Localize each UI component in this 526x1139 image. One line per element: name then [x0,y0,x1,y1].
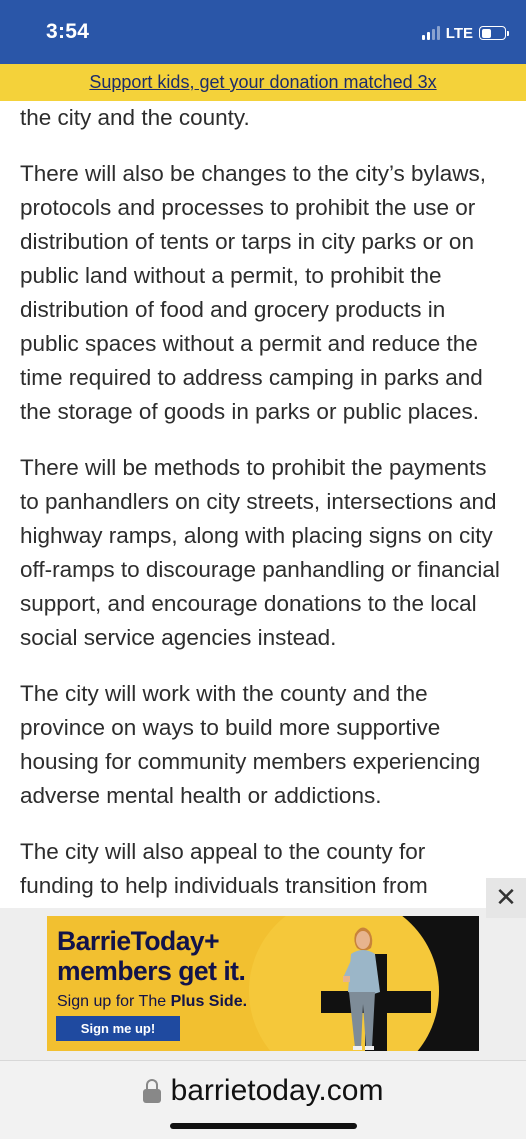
close-icon: ✕ [495,883,517,913]
donation-banner[interactable] [0,64,526,101]
home-indicator[interactable] [170,1123,357,1129]
ad-container [0,883,526,1060]
ad-subtitle: Sign up for The Plus Side. [57,993,248,1010]
status-time: 3:54 [46,20,90,43]
cellular-signal-icon [422,26,440,40]
lock-icon [143,1079,161,1103]
donation-link[interactable]: Support kids, get your donation matched 3x [89,72,437,92]
article-paragraph: The city will work with the county and the province on ways to build more supportive housing for community members experiencing adverse mental health or addictions. [20,681,481,808]
article-body [20,101,500,908]
article-paragraph: the city and the county. [20,105,250,130]
browser-url-bar[interactable] [0,1060,526,1139]
ad-close-button[interactable] [486,878,526,918]
network-type: LTE [445,24,473,42]
battery-icon [479,26,506,40]
status-bar [0,0,526,64]
ad-person-illustration [333,920,391,1051]
status-indicators [422,22,506,44]
url-row[interactable] [0,1073,526,1109]
url-text[interactable]: barrietoday.com [170,1074,384,1107]
article-paragraph: The city will also appeal to the county for funding to help individuals transition from [20,839,428,898]
article-paragraph: There will also be changes to the city’s bylaws, protocols and processes to prohibit the use or distribution of tents or tarps in city parks or on public land without a permit, to prohibit the distribution of food and grocery products in public spaces without a permit and reduce the time required to address camping in parks and the storage of goods in parks or public places. [20,161,487,424]
article-paragraph: There will be methods to prohibit the payments to panhandlers on city streets, intersections and highway ramps, along with placing signs on city off-ramps to discourage panhandling or financial support, and encourage donations to the local social service agencies instead. [20,455,500,650]
sign-up-button[interactable]: Sign me up! [56,1016,180,1041]
ad-title: BarrieToday+ members get it. [57,926,246,986]
ad-banner[interactable] [47,916,479,1051]
